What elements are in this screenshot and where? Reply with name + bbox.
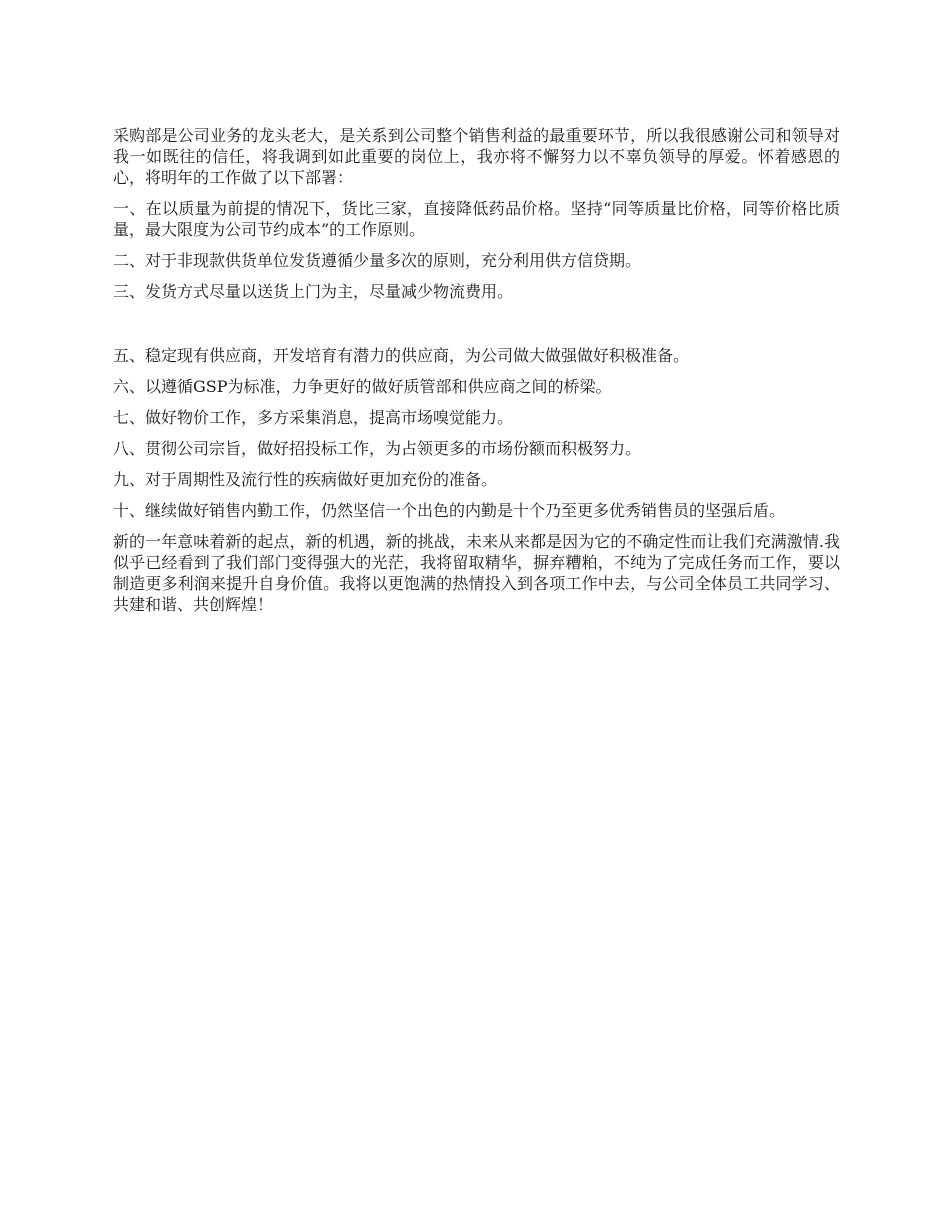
- item-3-paragraph: 三、发货方式尽量以送货上门为主，尽量减少物流费用。: [113, 282, 514, 301]
- item-5-paragraph: 五、稳定现有供应商，开发培育有潜力的供应商，为公司做大做强做好积极准备。: [113, 346, 690, 365]
- item-10-paragraph: 十、继续做好销售内勤工作，仍然坚信一个出色的内勤是十个乃至更多优秀销售员的坚强后盾。: [113, 501, 786, 520]
- document-body: [113, 125, 840, 625]
- closing-paragraph: 新的一年意味着新的起点，新的机遇，新的挑战，未来从来都是因为它的不确定性而让我们充满激情.我似乎已经看到了我们部门变得强大的光茫，我将留取精华，摒弃糟粕，不纯为了完成任务而工作，要以制造更多利润来提升自身价值。我将以更饱满的热情投入到各项工作中去，与公司全体员工共同学习、共建和谐、共创辉煌！: [113, 532, 840, 614]
- blank-gap: [113, 312, 840, 345]
- item-9-paragraph: 九、对于周期性及流行性的疾病做好更加充份的准备。: [113, 470, 498, 489]
- item-8-paragraph: 八、贯彻公司宗旨，做好招投标工作，为占领更多的市场份额而积极努力。: [113, 439, 642, 458]
- item-6-paragraph: 六、以遵循GSP为标准，力争更好的做好质管部和供应商之间的桥梁。: [113, 377, 612, 396]
- item-7-paragraph: 七、做好物价工作，多方采集消息，提高市场嗅觉能力。: [113, 408, 514, 427]
- item-2-paragraph: 二、对于非现款供货单位发货遵循少量多次的原则，充分利用供方信贷期。: [113, 251, 642, 270]
- item-1-paragraph: 一、在以质量为前提的情况下，货比三家，直接降低药品价格。坚持“同等质量比价格，同等价格比质量，最大限度为公司节约成本”的工作原则。: [113, 199, 840, 239]
- intro-paragraph: 采购部是公司业务的龙头老大，是关系到公司整个销售利益的最重要环节，所以我很感谢公司和领导对我一如既往的信任，将我调到如此重要的岗位上，我亦将不懈努力以不辜负领导的厚爱。怀着感恩的心，将明年的工作做了以下部署：: [113, 126, 840, 187]
